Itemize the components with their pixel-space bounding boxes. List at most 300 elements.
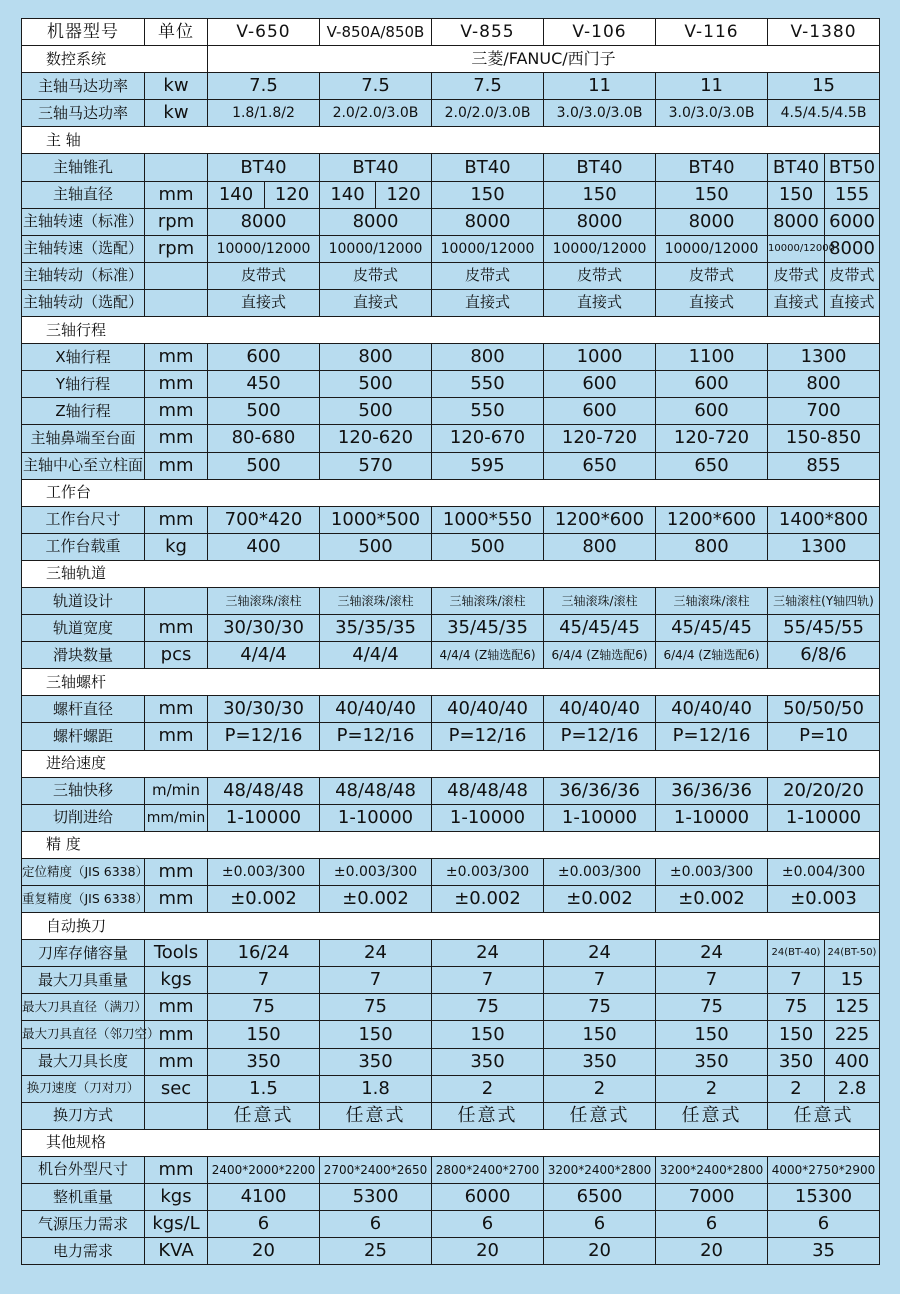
spec-row bbox=[22, 1211, 880, 1238]
value-cell: 6 bbox=[544, 1211, 656, 1238]
value-cell: 1.5 bbox=[208, 1075, 320, 1102]
value-cell: 120 bbox=[376, 181, 432, 208]
value-cell: 8000 bbox=[656, 208, 768, 235]
value-cell: 55/45/55 bbox=[768, 615, 880, 642]
spec-table bbox=[21, 18, 880, 1265]
value-cell: 600 bbox=[656, 371, 768, 398]
value-cell: 125 bbox=[825, 994, 880, 1021]
value-cell: 800 bbox=[768, 371, 880, 398]
row-unit: mm bbox=[145, 994, 208, 1021]
row-unit: mm bbox=[145, 886, 208, 913]
value-cell: 36/36/36 bbox=[656, 777, 768, 804]
value-cell: 1000*500 bbox=[320, 506, 432, 533]
row-label: 定位精度（JIS 6338） bbox=[22, 858, 145, 885]
value-cell: 35/45/35 bbox=[432, 615, 544, 642]
row-unit: kw bbox=[145, 100, 208, 127]
value-cell: 10000/12000 bbox=[320, 235, 432, 262]
value-cell: 15300 bbox=[768, 1184, 880, 1211]
value-cell: 500 bbox=[432, 533, 544, 560]
value-cell: P=12/16 bbox=[208, 723, 320, 750]
value-cell: 24 bbox=[432, 940, 544, 967]
spec-row bbox=[22, 777, 880, 804]
row-unit: mm bbox=[145, 858, 208, 885]
section-row bbox=[22, 831, 880, 858]
section-row bbox=[22, 1129, 880, 1156]
value-cell: 1-10000 bbox=[320, 804, 432, 831]
value-cell: 15 bbox=[825, 967, 880, 994]
value-cell: 6 bbox=[208, 1211, 320, 1238]
row-unit: mm bbox=[145, 723, 208, 750]
value-cell: ±0.002 bbox=[208, 886, 320, 913]
value-cell: 7000 bbox=[656, 1184, 768, 1211]
value-cell: 任意式 bbox=[208, 1102, 320, 1129]
value-cell: 4/4/4 bbox=[320, 642, 432, 669]
row-unit: mm bbox=[145, 371, 208, 398]
value-cell: 350 bbox=[768, 1048, 825, 1075]
value-cell: ±0.003/300 bbox=[432, 858, 544, 885]
value-cell: 150-850 bbox=[768, 425, 880, 452]
value-cell: BT40 bbox=[432, 154, 544, 181]
value-cell: 550 bbox=[432, 371, 544, 398]
value-cell: 400 bbox=[208, 533, 320, 560]
section-title: 主 轴 bbox=[22, 127, 880, 154]
row-label: Z轴行程 bbox=[22, 398, 145, 425]
value-cell: 800 bbox=[432, 344, 544, 371]
row-unit: kw bbox=[145, 73, 208, 100]
value-cell: ±0.002 bbox=[320, 886, 432, 913]
value-cell: 7 bbox=[320, 967, 432, 994]
value-cell: 三轴滚珠/滚柱 bbox=[544, 587, 656, 614]
section-title: 三轴轨道 bbox=[22, 560, 880, 587]
spec-row bbox=[22, 425, 880, 452]
row-unit: mm bbox=[145, 615, 208, 642]
header-unit: 单位 bbox=[145, 19, 208, 46]
row-label: 螺杆螺距 bbox=[22, 723, 145, 750]
value-cell: 三轴滚珠/滚柱 bbox=[432, 587, 544, 614]
row-unit: mm bbox=[145, 181, 208, 208]
section-title: 精 度 bbox=[22, 831, 880, 858]
spec-row bbox=[22, 1048, 880, 1075]
value-cell: 2700*2400*2650 bbox=[320, 1156, 432, 1183]
value-cell: 2400*2000*2200 bbox=[208, 1156, 320, 1183]
value-cell: 1100 bbox=[656, 344, 768, 371]
row-unit: kgs bbox=[145, 1184, 208, 1211]
section-title: 其他规格 bbox=[22, 1129, 880, 1156]
value-cell: 直接式 bbox=[544, 289, 656, 316]
value-cell: 24(BT-40) bbox=[768, 940, 825, 967]
value-cell: 2 bbox=[432, 1075, 544, 1102]
value-cell: BT40 bbox=[208, 154, 320, 181]
value-cell: 6000 bbox=[825, 208, 880, 235]
value-cell: 140 bbox=[208, 181, 265, 208]
value-cell: 1-10000 bbox=[208, 804, 320, 831]
value-cell: 800 bbox=[656, 533, 768, 560]
section-title: 三轴行程 bbox=[22, 317, 880, 344]
value-cell: 6000 bbox=[432, 1184, 544, 1211]
value-cell: 350 bbox=[432, 1048, 544, 1075]
value-cell: 2800*2400*2700 bbox=[432, 1156, 544, 1183]
value-cell: 皮带式 bbox=[432, 262, 544, 289]
row-label: 主轴中心至立柱面 bbox=[22, 452, 145, 479]
value-cell: 直接式 bbox=[768, 289, 825, 316]
value-cell: BT50 bbox=[825, 154, 880, 181]
value-cell: 3.0/3.0/3.0B bbox=[544, 100, 656, 127]
value-cell: 10000/12000 bbox=[208, 235, 320, 262]
value-cell: P=10 bbox=[768, 723, 880, 750]
row-unit: kgs bbox=[145, 967, 208, 994]
value-cell: 三轴滚珠/滚柱 bbox=[656, 587, 768, 614]
value-cell: 11 bbox=[656, 73, 768, 100]
value-cell: 6 bbox=[432, 1211, 544, 1238]
value-cell: 7 bbox=[544, 967, 656, 994]
row-unit bbox=[145, 154, 208, 181]
value-cell: 5300 bbox=[320, 1184, 432, 1211]
header-model: V-116 bbox=[656, 19, 768, 46]
row-label: 重复精度（JIS 6338） bbox=[22, 886, 145, 913]
row-unit: mm bbox=[145, 506, 208, 533]
section-row bbox=[22, 479, 880, 506]
cnc-row bbox=[22, 46, 880, 73]
value-cell: 500 bbox=[320, 533, 432, 560]
header-model: V-850A/850B bbox=[320, 19, 432, 46]
section-row bbox=[22, 560, 880, 587]
spec-row bbox=[22, 1075, 880, 1102]
value-cell: 任意式 bbox=[768, 1102, 880, 1129]
row-label: 工作台载重 bbox=[22, 533, 145, 560]
value-cell: 150 bbox=[768, 181, 825, 208]
value-cell: 40/40/40 bbox=[656, 696, 768, 723]
value-cell: 120 bbox=[265, 181, 320, 208]
value-cell: 10000/12000 bbox=[544, 235, 656, 262]
spec-row bbox=[22, 858, 880, 885]
spec-row bbox=[22, 235, 880, 262]
value-cell: 6500 bbox=[544, 1184, 656, 1211]
value-cell: 4000*2750*2900 bbox=[768, 1156, 880, 1183]
value-cell: 350 bbox=[656, 1048, 768, 1075]
value-cell: 8000 bbox=[768, 208, 825, 235]
row-unit: pcs bbox=[145, 642, 208, 669]
spec-row bbox=[22, 154, 880, 181]
row-unit bbox=[145, 289, 208, 316]
spec-row bbox=[22, 723, 880, 750]
value-cell: 任意式 bbox=[656, 1102, 768, 1129]
value-cell: BT40 bbox=[768, 154, 825, 181]
value-cell: 75 bbox=[656, 994, 768, 1021]
value-cell: 120-720 bbox=[544, 425, 656, 452]
value-cell: ±0.004/300 bbox=[768, 858, 880, 885]
value-cell: 3200*2400*2800 bbox=[656, 1156, 768, 1183]
value-cell: BT40 bbox=[320, 154, 432, 181]
value-cell: 150 bbox=[768, 1021, 825, 1048]
value-cell: 120-720 bbox=[656, 425, 768, 452]
spec-row bbox=[22, 344, 880, 371]
spec-row bbox=[22, 1238, 880, 1265]
value-cell: 11 bbox=[544, 73, 656, 100]
value-cell: ±0.002 bbox=[656, 886, 768, 913]
value-cell: 三轴滚珠/滚柱 bbox=[320, 587, 432, 614]
value-cell: 600 bbox=[544, 371, 656, 398]
row-label: 主轴马达功率 bbox=[22, 73, 145, 100]
row-label: 换刀方式 bbox=[22, 1102, 145, 1129]
value-cell: 1300 bbox=[768, 344, 880, 371]
value-cell: 2 bbox=[544, 1075, 656, 1102]
value-cell: 直接式 bbox=[656, 289, 768, 316]
value-cell: 直接式 bbox=[208, 289, 320, 316]
row-unit: mm bbox=[145, 344, 208, 371]
value-cell: 500 bbox=[208, 452, 320, 479]
value-cell: 24(BT-50) bbox=[825, 940, 880, 967]
value-cell: 16/24 bbox=[208, 940, 320, 967]
section-row bbox=[22, 317, 880, 344]
value-cell: 10000/12000 bbox=[656, 235, 768, 262]
spec-row bbox=[22, 967, 880, 994]
row-label: 换刀速度（刀对刀） bbox=[22, 1075, 145, 1102]
value-cell: 三轴滚珠/滚柱 bbox=[208, 587, 320, 614]
value-cell: 直接式 bbox=[320, 289, 432, 316]
row-label: 电力需求 bbox=[22, 1238, 145, 1265]
value-cell: 20/20/20 bbox=[768, 777, 880, 804]
section-row bbox=[22, 127, 880, 154]
section-title: 三轴螺杆 bbox=[22, 669, 880, 696]
value-cell: 75 bbox=[432, 994, 544, 1021]
value-cell: ±0.003/300 bbox=[320, 858, 432, 885]
cnc-value: 三菱/FANUC/西门子 bbox=[208, 46, 880, 73]
value-cell: 155 bbox=[825, 181, 880, 208]
spec-row bbox=[22, 994, 880, 1021]
value-cell: 120-670 bbox=[432, 425, 544, 452]
row-label: 最大刀具重量 bbox=[22, 967, 145, 994]
value-cell: 75 bbox=[544, 994, 656, 1021]
row-label: 工作台尺寸 bbox=[22, 506, 145, 533]
value-cell: 500 bbox=[320, 398, 432, 425]
value-cell: 皮带式 bbox=[768, 262, 825, 289]
row-label: 最大刀具直径（邻刀空） bbox=[22, 1021, 145, 1048]
row-label: 滑块数量 bbox=[22, 642, 145, 669]
value-cell: 6/8/6 bbox=[768, 642, 880, 669]
value-cell: 1000*550 bbox=[432, 506, 544, 533]
value-cell: 1300 bbox=[768, 533, 880, 560]
row-label: 刀库存储容量 bbox=[22, 940, 145, 967]
value-cell: 48/48/48 bbox=[432, 777, 544, 804]
value-cell: 350 bbox=[544, 1048, 656, 1075]
spec-row bbox=[22, 642, 880, 669]
value-cell: 8000 bbox=[544, 208, 656, 235]
value-cell: 140 bbox=[320, 181, 376, 208]
value-cell: 6/4/4 (Z轴选配6) bbox=[544, 642, 656, 669]
spec-row bbox=[22, 371, 880, 398]
row-label: 主轴转动（选配） bbox=[22, 289, 145, 316]
row-label: 主轴转动（标准） bbox=[22, 262, 145, 289]
value-cell: 48/48/48 bbox=[208, 777, 320, 804]
value-cell: 皮带式 bbox=[656, 262, 768, 289]
value-cell: 80-680 bbox=[208, 425, 320, 452]
value-cell: BT40 bbox=[656, 154, 768, 181]
row-unit bbox=[145, 1102, 208, 1129]
value-cell: 任意式 bbox=[432, 1102, 544, 1129]
value-cell: 150 bbox=[208, 1021, 320, 1048]
value-cell: 1200*600 bbox=[656, 506, 768, 533]
spec-row bbox=[22, 533, 880, 560]
section-title: 工作台 bbox=[22, 479, 880, 506]
value-cell: 8000 bbox=[432, 208, 544, 235]
row-unit: mm bbox=[145, 425, 208, 452]
value-cell: 40/40/40 bbox=[432, 696, 544, 723]
value-cell: 皮带式 bbox=[825, 262, 880, 289]
value-cell: 1.8 bbox=[320, 1075, 432, 1102]
row-label: 机台外型尺寸 bbox=[22, 1156, 145, 1183]
row-unit: mm bbox=[145, 1021, 208, 1048]
spec-row bbox=[22, 804, 880, 831]
value-cell: 50/50/50 bbox=[768, 696, 880, 723]
row-unit: mm bbox=[145, 696, 208, 723]
value-cell: 皮带式 bbox=[320, 262, 432, 289]
value-cell: 75 bbox=[768, 994, 825, 1021]
row-label: 螺杆直径 bbox=[22, 696, 145, 723]
row-unit: sec bbox=[145, 1075, 208, 1102]
spec-row bbox=[22, 452, 880, 479]
row-unit: kg bbox=[145, 533, 208, 560]
value-cell: 4/4/4 (Z轴选配6) bbox=[432, 642, 544, 669]
value-cell: 400 bbox=[825, 1048, 880, 1075]
value-cell: 150 bbox=[432, 181, 544, 208]
row-unit: kgs/L bbox=[145, 1211, 208, 1238]
value-cell: 24 bbox=[656, 940, 768, 967]
row-label: 主轴直径 bbox=[22, 181, 145, 208]
value-cell: P=12/16 bbox=[544, 723, 656, 750]
value-cell: 150 bbox=[544, 1021, 656, 1048]
value-cell: 600 bbox=[656, 398, 768, 425]
value-cell: 2.8 bbox=[825, 1075, 880, 1102]
value-cell: 20 bbox=[432, 1238, 544, 1265]
value-cell: 500 bbox=[208, 398, 320, 425]
value-cell: 600 bbox=[544, 398, 656, 425]
section-row bbox=[22, 913, 880, 940]
value-cell: 150 bbox=[656, 181, 768, 208]
value-cell: 6/4/4 (Z轴选配6) bbox=[656, 642, 768, 669]
value-cell: 45/45/45 bbox=[656, 615, 768, 642]
section-row bbox=[22, 669, 880, 696]
spec-row bbox=[22, 615, 880, 642]
header-model: V-1380 bbox=[768, 19, 880, 46]
header-model: V-650 bbox=[208, 19, 320, 46]
value-cell: BT40 bbox=[544, 154, 656, 181]
value-cell: 7.5 bbox=[320, 73, 432, 100]
value-cell: 三轴滚柱(Y轴四轨) bbox=[768, 587, 880, 614]
spec-row bbox=[22, 886, 880, 913]
row-unit: Tools bbox=[145, 940, 208, 967]
row-label: 三轴快移 bbox=[22, 777, 145, 804]
value-cell: 30/30/30 bbox=[208, 696, 320, 723]
value-cell: 225 bbox=[825, 1021, 880, 1048]
value-cell: 24 bbox=[544, 940, 656, 967]
value-cell: 2.0/2.0/3.0B bbox=[320, 100, 432, 127]
spec-row bbox=[22, 1184, 880, 1211]
value-cell: 7 bbox=[656, 967, 768, 994]
value-cell: 7 bbox=[768, 967, 825, 994]
value-cell: ±0.003/300 bbox=[208, 858, 320, 885]
value-cell: 1000 bbox=[544, 344, 656, 371]
value-cell: 7.5 bbox=[432, 73, 544, 100]
value-cell: 任意式 bbox=[544, 1102, 656, 1129]
value-cell: 650 bbox=[544, 452, 656, 479]
value-cell: 800 bbox=[320, 344, 432, 371]
value-cell: 6 bbox=[768, 1211, 880, 1238]
row-label: Y轴行程 bbox=[22, 371, 145, 398]
value-cell: P=12/16 bbox=[656, 723, 768, 750]
row-unit: mm bbox=[145, 1156, 208, 1183]
value-cell: 1-10000 bbox=[544, 804, 656, 831]
value-cell: 1.8/1.8/2 bbox=[208, 100, 320, 127]
value-cell: 1-10000 bbox=[432, 804, 544, 831]
value-cell: 皮带式 bbox=[544, 262, 656, 289]
value-cell: 8000 bbox=[320, 208, 432, 235]
spec-row bbox=[22, 1021, 880, 1048]
value-cell: 595 bbox=[432, 452, 544, 479]
row-unit bbox=[145, 587, 208, 614]
value-cell: 150 bbox=[320, 1021, 432, 1048]
cnc-label: 数控系统 bbox=[22, 46, 208, 73]
value-cell: 1200*600 bbox=[544, 506, 656, 533]
spec-row bbox=[22, 940, 880, 967]
row-label: 主轴转速（选配） bbox=[22, 235, 145, 262]
value-cell: 40/40/40 bbox=[320, 696, 432, 723]
value-cell: 1-10000 bbox=[768, 804, 880, 831]
row-label: 最大刀具长度 bbox=[22, 1048, 145, 1075]
value-cell: 150 bbox=[544, 181, 656, 208]
value-cell: 6 bbox=[656, 1211, 768, 1238]
value-cell: 20 bbox=[544, 1238, 656, 1265]
value-cell: ±0.003/300 bbox=[544, 858, 656, 885]
value-cell: 700 bbox=[768, 398, 880, 425]
value-cell: 6 bbox=[320, 1211, 432, 1238]
value-cell: 直接式 bbox=[825, 289, 880, 316]
row-label: 主轴锥孔 bbox=[22, 154, 145, 181]
row-unit: m/min bbox=[145, 777, 208, 804]
row-label: 主轴转速（标准） bbox=[22, 208, 145, 235]
row-label: 轨道宽度 bbox=[22, 615, 145, 642]
value-cell: 2 bbox=[656, 1075, 768, 1102]
value-cell: 75 bbox=[320, 994, 432, 1021]
value-cell: 15 bbox=[768, 73, 880, 100]
value-cell: 600 bbox=[208, 344, 320, 371]
value-cell: 500 bbox=[320, 371, 432, 398]
value-cell: 2.0/2.0/3.0B bbox=[432, 100, 544, 127]
header-machine-model: 机器型号 bbox=[22, 19, 145, 46]
value-cell: 10000/12000 bbox=[432, 235, 544, 262]
value-cell: 24 bbox=[320, 940, 432, 967]
value-cell: 450 bbox=[208, 371, 320, 398]
value-cell: 7 bbox=[208, 967, 320, 994]
value-cell: 皮带式 bbox=[208, 262, 320, 289]
value-cell: 4.5/4.5/4.5B bbox=[768, 100, 880, 127]
value-cell: 35/35/35 bbox=[320, 615, 432, 642]
value-cell: 8000 bbox=[208, 208, 320, 235]
value-cell: 直接式 bbox=[432, 289, 544, 316]
value-cell: ±0.003/300 bbox=[656, 858, 768, 885]
row-label: 最大刀具直径（满刀） bbox=[22, 994, 145, 1021]
row-unit: mm bbox=[145, 452, 208, 479]
value-cell: 1-10000 bbox=[656, 804, 768, 831]
value-cell: 700*420 bbox=[208, 506, 320, 533]
row-label: 切削进给 bbox=[22, 804, 145, 831]
value-cell: ±0.002 bbox=[432, 886, 544, 913]
row-label: 轨道设计 bbox=[22, 587, 145, 614]
value-cell: 855 bbox=[768, 452, 880, 479]
value-cell: 7.5 bbox=[208, 73, 320, 100]
row-unit: mm/min bbox=[145, 804, 208, 831]
value-cell: 4100 bbox=[208, 1184, 320, 1211]
spec-row bbox=[22, 181, 880, 208]
